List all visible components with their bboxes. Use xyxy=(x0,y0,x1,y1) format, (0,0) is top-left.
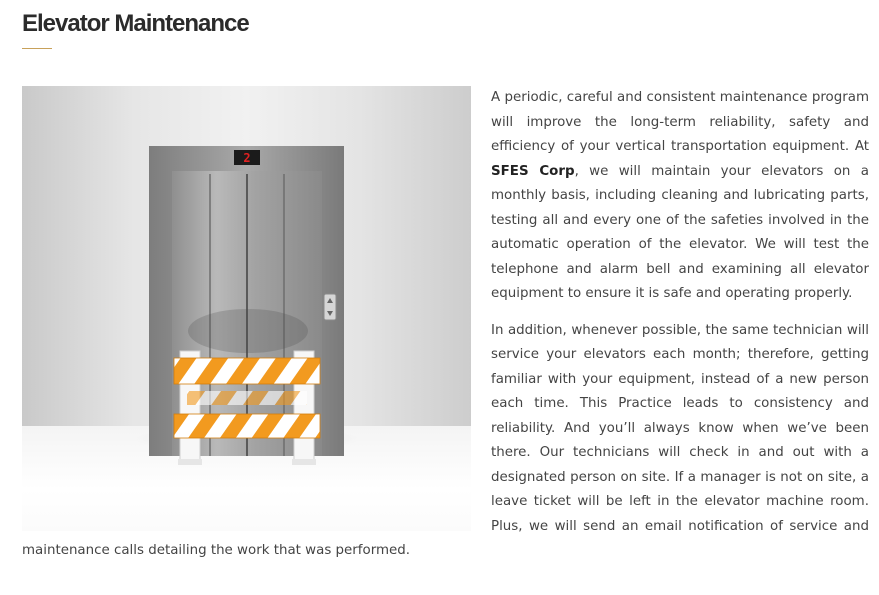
article-body xyxy=(22,86,869,576)
company-name: SFES Corp xyxy=(491,163,575,179)
barricade-middle-stripe xyxy=(187,391,307,405)
intro-text-start: A periodic, careful and consistent maintenance program will improve the long-term reliability, safety and efficiency of your vertical transportation equipment. At xyxy=(491,90,869,154)
title-accent-rule xyxy=(22,48,52,49)
barricade-bottom-rail xyxy=(174,414,320,438)
intro-text-end: , we will maintain your elevators on a monthly basis, including cleaning and lubricating parts, testing all and every one of the safeties involved in the automatic operation of the elevator. We will test the telephone and alarm bell and examining all elevator equipment to ensure it is safe and operating properly. xyxy=(491,163,869,301)
elevator-illustration xyxy=(22,86,471,531)
barricade-top-rail xyxy=(174,358,320,384)
service-paragraph: In addition, whenever possible, the same technician will service your elevators each month; therefore, getting familiar with your equipment, instead of a new person each time. This Practice leads to consistency and reliability. And you’ll always know when we’ve been there. Our technicians will check in and out with a designated person on site. If a manager is not on site, a leave ticket will be left in the elevator machine room. Plus, we will send an email notification of service and maintenance calls detailing the work that was performed. xyxy=(22,322,869,558)
floor-indicator-digit: 2 xyxy=(243,151,251,165)
page-title: Elevator Maintenance xyxy=(22,10,249,37)
elevator-image xyxy=(22,86,471,531)
call-button-panel xyxy=(324,294,336,320)
